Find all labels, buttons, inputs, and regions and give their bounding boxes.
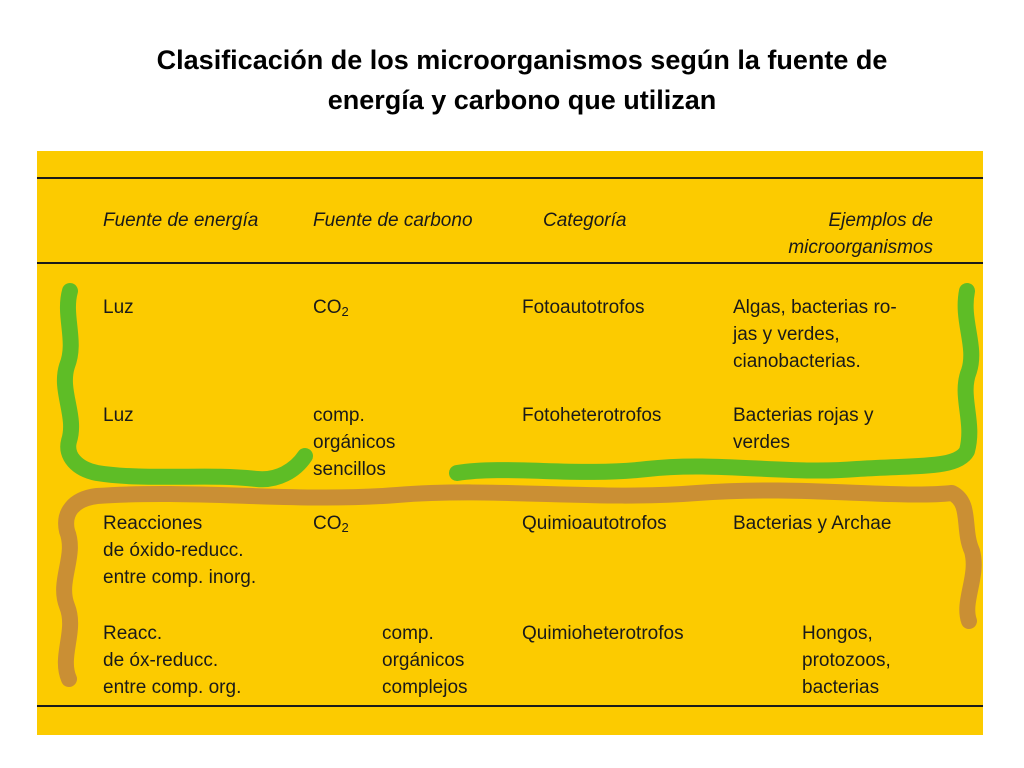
row-1-examples-line-3: cianobacterias. [733, 351, 861, 372]
row-4-examples-line-1: Hongos, [802, 623, 873, 644]
row-1-examples [733, 294, 897, 375]
header-examples-line-1: Ejemplos de [828, 210, 933, 231]
row-4-examples-line-3: bacterias [802, 677, 880, 698]
row-2-examples [733, 402, 873, 456]
row-1-energy-line-1: Luz [103, 297, 134, 318]
row-3-examples-line-1: Bacterias y Archae [733, 513, 892, 534]
table-bottom-rule [37, 705, 983, 707]
header-bottom-rule [37, 262, 983, 264]
row-3-carbon-formula: CO [313, 513, 342, 534]
row-3-carbon-subscript: 2 [341, 520, 349, 535]
row-1-examples-line-1: Algas, bacterias ro- [733, 297, 897, 318]
row-3-energy-line-3: entre comp. inorg. [103, 567, 257, 588]
title-line-1: Clasificación de los microorganismos según la fuente de [156, 45, 888, 75]
row-1-energy [103, 294, 134, 321]
row-2-examples-line-2: verdes [733, 432, 791, 453]
row-3-carbon-value [313, 510, 349, 537]
title-line-2: energía y carbono que utilizan [327, 85, 717, 115]
row-3-energy [103, 510, 256, 591]
classification-table [37, 151, 983, 735]
header-category: Categoría [543, 210, 627, 231]
row-4-energy [103, 620, 241, 701]
row-2-energy [103, 402, 134, 429]
row-2-carbon [313, 402, 395, 483]
row-4-carbon-line-1: comp. [382, 623, 434, 644]
row-2-energy-line-1: Luz [103, 405, 134, 426]
row-3-energy-line-1: Reacciones [103, 513, 203, 534]
row-2-category: Fotoheterotrofos [522, 405, 662, 426]
row-3-energy-line-2: de óxido-reducc. [103, 540, 244, 561]
header-carbon-source: Fuente de carbono [313, 210, 473, 231]
row-4-examples [802, 620, 891, 701]
row-4-energy-line-1: Reacc. [103, 623, 163, 644]
row-2-carbon-line-3: sencillos [313, 459, 386, 480]
row-2-carbon-line-2: orgánicos [313, 432, 396, 453]
row-3-carbon [313, 510, 349, 537]
row-2-carbon-line-1: comp. [313, 405, 365, 426]
header-examples [733, 207, 933, 261]
header-examples-line-2: microorganismos [788, 237, 933, 258]
row-2-examples-line-1: Bacterias rojas y [733, 405, 874, 426]
row-4-energy-line-3: entre comp. org. [103, 677, 242, 698]
table-top-rule [37, 177, 983, 179]
row-4-examples-line-2: protozoos, [802, 650, 891, 671]
row-1-examples-line-2: jas y verdes, [733, 324, 840, 345]
row-4-carbon-line-3: complejos [382, 677, 468, 698]
row-3-examples [733, 510, 891, 537]
row-4-energy-line-2: de óx-reducc. [103, 650, 219, 671]
row-4-category: Quimioheterotrofos [522, 623, 684, 644]
slide-title [40, 40, 1004, 120]
row-1-category: Fotoautotrofos [522, 297, 645, 318]
row-1-carbon-value [313, 294, 349, 321]
row-4-carbon-line-2: orgánicos [382, 650, 465, 671]
row-1-carbon [313, 294, 349, 321]
row-1-carbon-subscript: 2 [341, 304, 349, 319]
row-4-carbon [382, 620, 468, 701]
row-3-category: Quimioautotrofos [522, 513, 667, 534]
header-energy-source: Fuente de energía [103, 210, 259, 231]
row-1-carbon-formula: CO [313, 297, 342, 318]
